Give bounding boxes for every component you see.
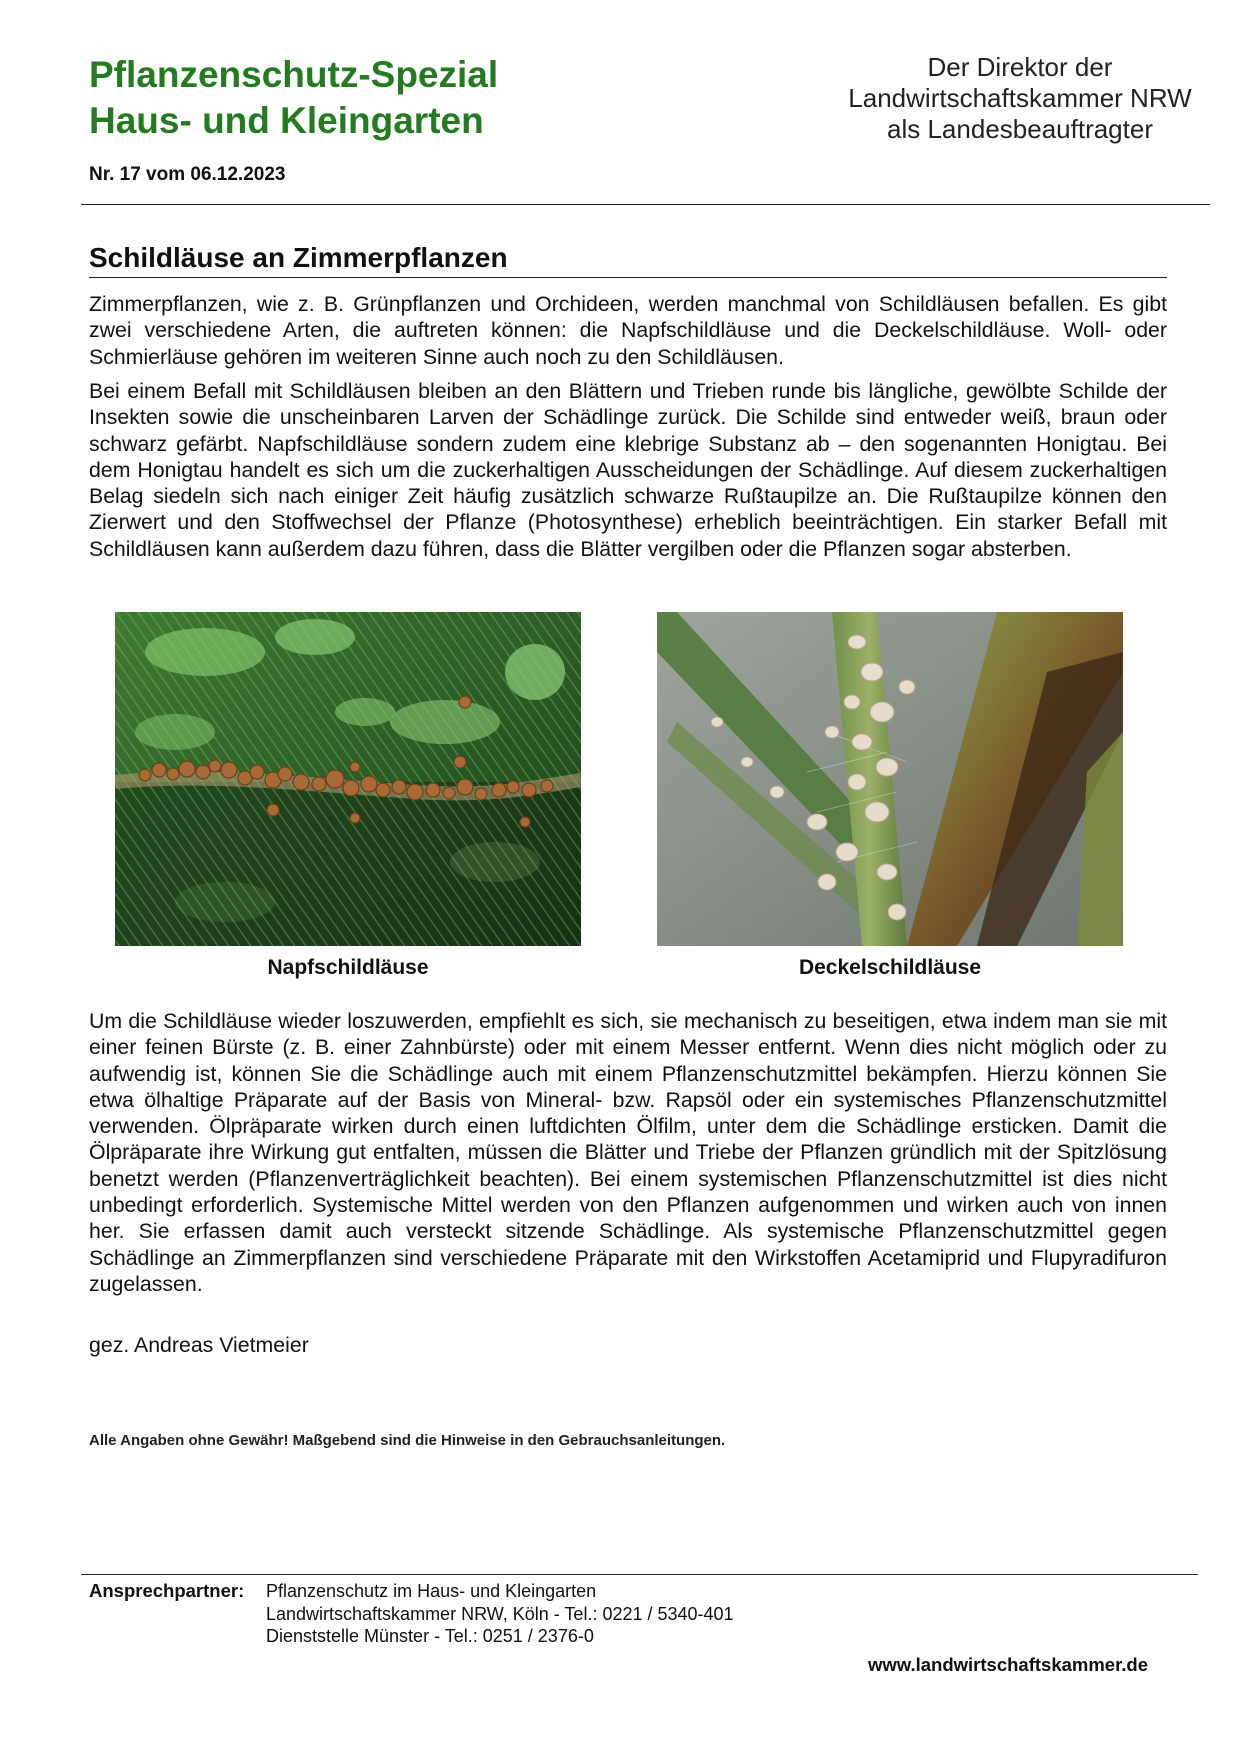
- article-title: Schildläuse an Zimmerpflanzen: [89, 242, 508, 273]
- disclaimer: Alle Angaben ohne Gewähr! Maßgebend sind die Hinweise in den Gebrauchsanleitungen.: [89, 1432, 726, 1449]
- header-divider: [81, 204, 1210, 205]
- contact-details: [266, 1580, 734, 1648]
- signature: gez. Andreas Vietmeier: [89, 1333, 309, 1357]
- issue-number: Nr. 17 vom 06.12.2023: [89, 164, 286, 185]
- footer-divider: [81, 1574, 1198, 1575]
- caption-napfschildlaeuse: Napfschildläuse: [267, 956, 429, 979]
- publication-title: [89, 52, 498, 144]
- issuing-authority: [830, 52, 1210, 145]
- contact-line2: Landwirtschaftskammer NRW, Köln - Tel.: 0221 / 5340-401: [266, 1603, 734, 1624]
- damage-paragraph: Bei einem Befall mit Schildläusen bleiben an den Blättern und Trieben runde bis längliche, gewölbte Schilde der Insekten sowie die unscheinbaren Larven der Schädlinge zurück. Die Schilde sind entweder weiß, braun oder schwarz gefärbt. Napfschildläuse sondern zudem eine klebrige Substanz ab – den sogenannten Honigtau. Bei dem Honigtau handelt es sich um die zuckerhaltigen Ausscheidungen der Schädlinge. Auf diesem zuckerhaltigen Belag siedeln sich nach einiger Zeit häufig zusätzlich schwarze Rußtaupilze an. Die Rußtaupilze können den Zierwert und den Stoffwechsel der Pflanze (Photosynthese) erheblich beeinträchtigen. Ein starker Befall mit Schildläusen kann außerdem dazu führen, dass die Blätter vergilben oder die Pflanzen sogar absterben.: [89, 379, 1167, 561]
- contact-line1: Pflanzenschutz im Haus- und Kleingarten: [266, 1581, 597, 1601]
- contact-label: Ansprechpartner:: [89, 1580, 245, 1601]
- website-link[interactable]: www.landwirtschaftskammer.de: [868, 1654, 1148, 1675]
- title-underline: [89, 277, 1167, 278]
- publication-title-line1: Pflanzenschutz-Spezial: [89, 54, 499, 95]
- publication-title-line2: Haus- und Kleingarten: [89, 100, 484, 141]
- authority-line3: als Landesbeauftragter: [887, 114, 1153, 144]
- authority-line2: Landwirtschaftskammer NRW: [848, 83, 1192, 113]
- caption-deckelschildlaeuse: Deckelschildläuse: [798, 956, 982, 979]
- photo-napfschildlaeuse: [115, 612, 581, 946]
- control-paragraph: Um die Schildläuse wieder loszuwerden, empfiehlt es sich, sie mechanisch zu beseitigen, etwa indem man sie mit einer feinen Bürste (z. B. einer Zahnbürste) oder mit einem Messer entfernt. Wenn dies nicht möglich oder zu aufwendig ist, können Sie die Schädlinge auch mit einem Pflanzenschutzmittel bekämpfen. Hierzu können Sie etwa ölhaltige Präparate auf der Basis von Mineral- bzw. Rapsöl oder ein systemisches Pflanzenschutzmittel verwenden. Ölpräparate wirken durch einen luftdichten Ölfilm, unter dem die Schädlinge ersticken. Damit die Ölpräparate ihre Wirkung gut entfalten, müssen die Blätter und Triebe der Pflanzen gründlich mit der Spitzlösung benetzt werden (Pflanzenverträglichkeit beachten). Bei einem systemischen Pflanzenschutzmittel ist dies nicht unbedingt erforderlich. Systemische Mittel werden von den Pflanzen aufgenommen und wirken auch von innen her. Sie erfassen damit auch versteckt sitzende Schädlinge. Als systemische Pflanzenschutzmittel gegen Schädlinge an Zimmerpflanzen sind verschiedene Präparate mit den Wirkstoffen Acetamiprid und Flupyradifuron zugelassen.: [89, 1009, 1167, 1296]
- contact-line3: Dienststelle Münster - Tel.: 0251 / 2376-0: [266, 1626, 594, 1646]
- intro-paragraph: Zimmerpflanzen, wie z. B. Grünpflanzen und Orchideen, werden manchmal von Schildläusen befallen. Es gibt zwei verschiedene Arten, die auftreten können: die Napfschildläuse und die Deckelschildläuse. Woll- oder Schmierläuse gehören im weiteren Sinne auch noch zu den Schildläusen.: [89, 292, 1167, 369]
- authority-line1: Der Direktor der: [927, 52, 1113, 82]
- photo-deckelschildlaeuse: [657, 612, 1123, 946]
